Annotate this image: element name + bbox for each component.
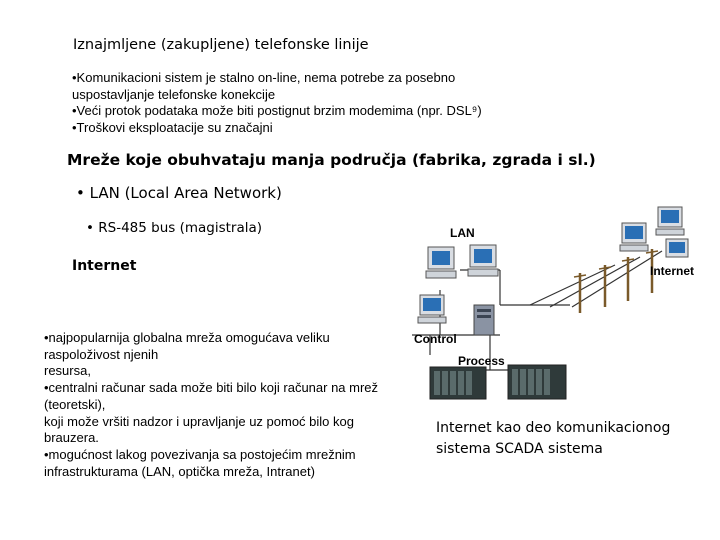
lan-computer-icons [426,245,498,278]
list-item: raspoloživost njenih [44,346,159,362]
internet-computer-icons [620,207,688,257]
leased-lines-list [72,70,482,136]
list-item: •Veći protok podataka može biti postignut brzim modemima (npr. DSL⁹) [72,103,482,118]
list-item: •Troškovi eksploatacije su značajni [72,119,273,135]
caption-line: sistema SCADA sistema [436,441,603,457]
diagram-caption [436,418,670,460]
list-item: koji može vršiti nadzor i upravljanje uz pomoć bilo kog [44,413,354,429]
scada-network-diagram [400,195,715,410]
list-item: infrastrukturama (LAN, optička mreža, Intranet) [44,463,315,479]
caption-line: Internet kao deo komunikacionog [436,420,671,436]
small-area-heading: Mreže koje obuhvataju manja područja (fabrika, zgrada i sl.) [67,151,596,169]
utility-pole-icons [580,249,652,313]
control-label: Control [414,332,457,346]
list-item: •mogućnost lakog povezivanja sa postojećim mrežnim [44,446,356,462]
rs485-item: • RS-485 bus (magistrala) [86,220,263,236]
list-item: uspostavljanje telefonske konekcije [72,86,276,102]
slide-title: Iznajmljene (zakupljene) telefonske linije [73,37,369,53]
lan-label: LAN [450,226,475,240]
list-item: brauzera. [44,430,99,446]
lan-item: • LAN (Local Area Network) [76,184,282,202]
process-label: Process [458,354,505,368]
internet-label: Internet [650,264,695,278]
list-item: •Komunikacioni sistem je stalno on-line, nema potrebe za posebno [72,70,456,85]
internet-heading: Internet [72,258,137,274]
list-item: •centralni računar sada može biti bilo koji računar na mrež [44,380,379,396]
list-item: •najpopularnija globalna mreža omogućava veliku [44,330,330,345]
control-computer-icons [418,295,494,335]
list-item: (teoretski), [44,396,106,412]
internet-list [44,330,384,480]
list-item: resursa, [44,363,91,379]
